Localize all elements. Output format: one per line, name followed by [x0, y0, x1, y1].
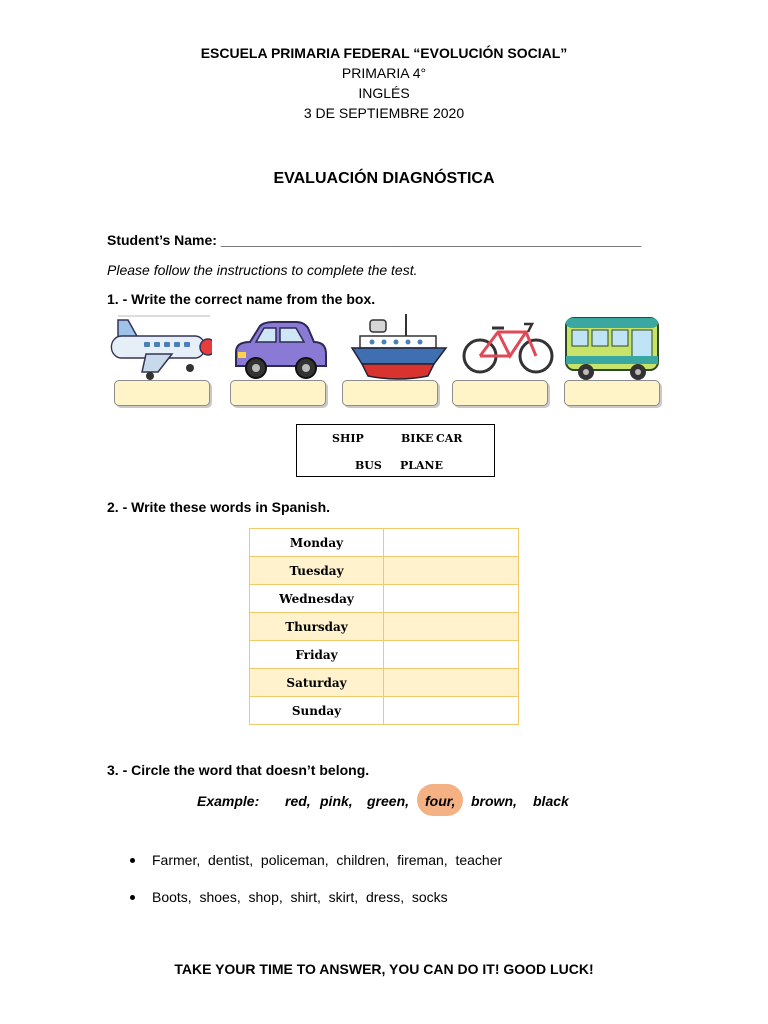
day-cell: Wednesday	[250, 585, 384, 613]
word-bus: BUS	[355, 459, 382, 472]
grade: PRIMARIA 4°	[341, 65, 427, 81]
plane-icon	[110, 312, 212, 382]
table-row	[250, 557, 519, 585]
example-word: pink,	[320, 793, 353, 809]
answer-cell[interactable]	[384, 585, 519, 613]
list-item[interactable]: Boots, shoes, shop, shirt, skirt, dress, socks	[152, 889, 448, 905]
page-title: EVALUACIÓN DIAGNÓSTICA	[273, 170, 495, 187]
word-box	[296, 424, 495, 477]
word-plane: PLANE	[400, 459, 443, 472]
day-cell: Sunday	[250, 697, 384, 725]
answer-cell[interactable]	[384, 641, 519, 669]
table-row	[250, 529, 519, 557]
day-cell: Tuesday	[250, 557, 384, 585]
table-row	[250, 613, 519, 641]
days-table	[249, 528, 519, 725]
car-icon	[230, 312, 332, 382]
subject: INGLÉS	[358, 85, 410, 101]
day-cell: Monday	[250, 529, 384, 557]
question-1-prompt: 1. - Write the correct name from the box.	[107, 291, 376, 307]
answer-cell[interactable]	[384, 613, 519, 641]
example-word: brown,	[471, 793, 517, 809]
bike-icon	[458, 312, 560, 382]
day-cell: Friday	[250, 641, 384, 669]
answer-box-car[interactable]	[230, 380, 326, 406]
bullet-icon	[130, 895, 135, 900]
example-word: green,	[367, 793, 410, 809]
answer-box-bike[interactable]	[452, 380, 548, 406]
example-label: Example:	[197, 793, 260, 809]
answer-box-ship[interactable]	[342, 380, 438, 406]
answer-box-plane[interactable]	[114, 380, 210, 406]
ship-icon	[348, 312, 450, 382]
answer-cell[interactable]	[384, 557, 519, 585]
example-word-circled: four,	[425, 793, 456, 809]
list-item[interactable]: Farmer, dentist, policeman, children, fireman, teacher	[152, 852, 503, 868]
word-bike: BIKE	[401, 432, 434, 445]
example-word: red,	[285, 793, 311, 809]
instructions: Please follow the instructions to complete the test.	[107, 262, 418, 278]
example-word: black	[533, 793, 569, 809]
word-car: CAR	[436, 432, 463, 445]
table-row	[250, 669, 519, 697]
bus-icon	[562, 312, 664, 382]
student-name-field[interactable]: Student’s Name: ______________________________________________________	[107, 232, 642, 248]
word-ship: SHIP	[332, 432, 364, 445]
bullet-icon	[130, 858, 135, 863]
table-row	[250, 641, 519, 669]
day-cell: Thursday	[250, 613, 384, 641]
table-row	[250, 585, 519, 613]
footer-message: TAKE YOUR TIME TO ANSWER, YOU CAN DO IT! GOOD LUCK!	[174, 961, 594, 977]
table-row	[250, 697, 519, 725]
answer-cell[interactable]	[384, 529, 519, 557]
answer-box-bus[interactable]	[564, 380, 660, 406]
answer-cell[interactable]	[384, 669, 519, 697]
question-2-prompt: 2. - Write these words in Spanish.	[107, 499, 331, 515]
question-3-prompt: 3. - Circle the word that doesn’t belong.	[107, 762, 370, 778]
answer-cell[interactable]	[384, 697, 519, 725]
school-name: ESCUELA PRIMARIA FEDERAL “EVOLUCIÓN SOCIAL”	[200, 45, 568, 61]
day-cell: Saturday	[250, 669, 384, 697]
date: 3 DE SEPTIEMBRE 2020	[303, 105, 465, 121]
